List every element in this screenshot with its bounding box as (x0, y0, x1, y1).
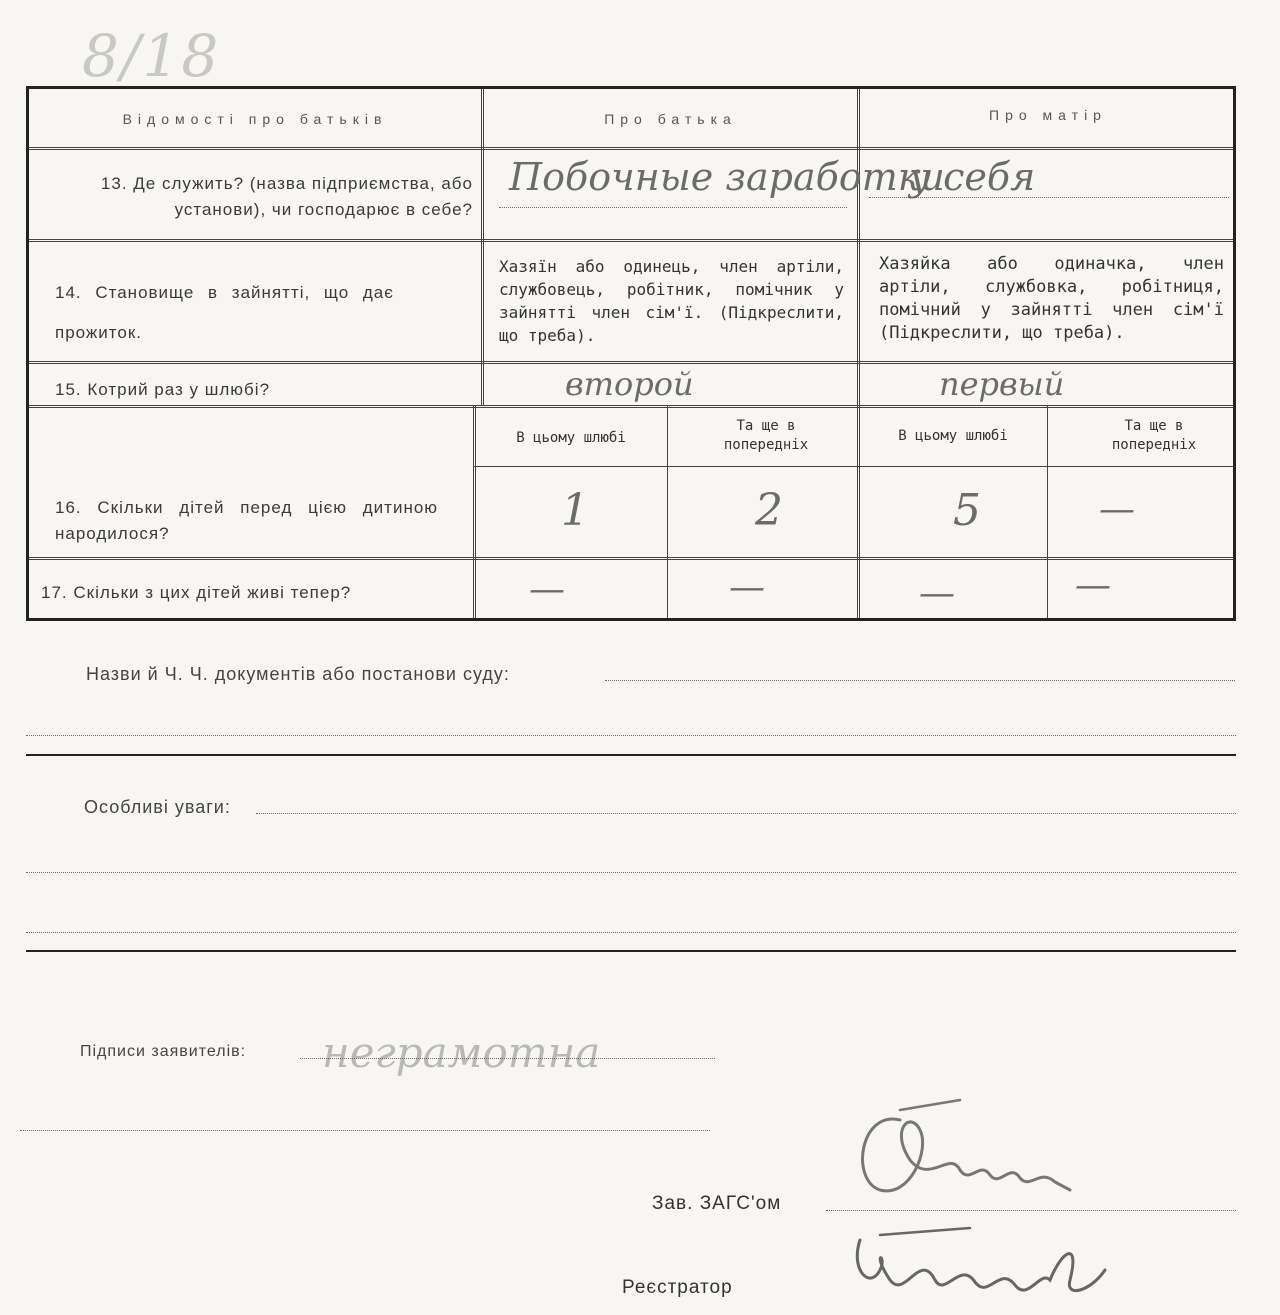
column-divider (1047, 405, 1048, 618)
documents-field-line-2 (26, 735, 1236, 736)
remarks-label: Особливі уваги: (84, 797, 231, 817)
question-16-father-previous: 2 (755, 485, 783, 536)
subheader-mother-current: В цьому шлюбі (898, 428, 1008, 444)
question-14-father-options: Хазяїн або одинець, член артіли, службовець, робітник, помічник у зайнятті член сім'ї. (Підкреслити, що треба). (499, 257, 844, 345)
question-17-father-previous: — (729, 567, 765, 608)
row-divider (29, 239, 1233, 242)
question-14-label: 14. Становище в зайнятті, що дає прожиток. (55, 283, 394, 342)
question-15-father-answer: второй (565, 365, 694, 403)
remarks-field-line-3 (26, 932, 1236, 933)
column-divider (667, 405, 668, 618)
question-16-father-current: 1 (561, 485, 589, 536)
question-15-label: 15. Котрий раз у шлюбі? (55, 380, 271, 399)
section-rule (26, 950, 1236, 952)
zags-head-signature (840, 1090, 1100, 1210)
parents-info-table (26, 86, 1236, 621)
column-divider (481, 89, 484, 405)
applicants-signature-line (300, 1058, 715, 1059)
question-15-mother-answer: первый (939, 365, 1065, 403)
subheader-divider (473, 466, 1233, 467)
section-rule (26, 754, 1236, 756)
header-parents-info: Відомості про батьків (122, 111, 388, 127)
pencil-note: 8/18 (82, 22, 221, 90)
zags-head-label: Зав. ЗАГС'ом (652, 1193, 782, 1214)
subheader-mother-previous: Та ще в попередніх (1111, 418, 1197, 453)
header-mother: Про матір (989, 107, 1107, 123)
row-divider (29, 147, 1233, 150)
row-divider (29, 405, 1233, 408)
question-17-mother-current: — (919, 573, 955, 614)
subheader-father-previous: Та ще в попередніх (723, 418, 809, 453)
row-divider (29, 557, 1233, 560)
header-father: Про батька (604, 111, 737, 127)
applicants-signatures-label: Підписи заявителів: (80, 1043, 247, 1060)
registrar-label: Реєстратор (622, 1277, 733, 1298)
registrar-signature (840, 1210, 1120, 1310)
applicants-signature: неграмотна (322, 1028, 601, 1077)
subheader-father-current: В цьому шлюбі (516, 430, 626, 446)
answer-dotted-line (499, 207, 847, 208)
answer-dotted-line (869, 197, 1229, 198)
question-17-mother-previous: — (1075, 565, 1111, 606)
question-16-label: 16. Скільки дітей перед цією дитиною народилося? (55, 498, 439, 543)
question-13-label: 13. Де служить? (назва підприємства, або установи), чи господарює в себе? (100, 174, 473, 219)
remarks-field-line-2 (26, 872, 1236, 873)
documents-field (605, 680, 1235, 681)
question-17-father-current: — (529, 569, 565, 610)
remarks-field (256, 813, 1236, 814)
question-16-mother-current: 5 (953, 485, 981, 536)
question-17-label: 17. Скільки з цих дітей живі тепер? (41, 583, 352, 602)
question-14-mother-options: Хазяйка або одиначка, член артіли, службовка, робітниця, помічний у зайнятті член сім'ї (Підкреслити, що треба). (879, 254, 1224, 343)
question-13-father-answer: Побочные заработки (509, 155, 945, 199)
row-divider (29, 361, 1233, 364)
question-13-mother-answer: у себя (909, 155, 1036, 199)
question-16-mother-previous: — (1099, 489, 1135, 530)
applicants-signature-line-2 (20, 1130, 710, 1131)
documents-label: Назви й Ч. Ч. документів або постанови суду: (86, 664, 510, 684)
